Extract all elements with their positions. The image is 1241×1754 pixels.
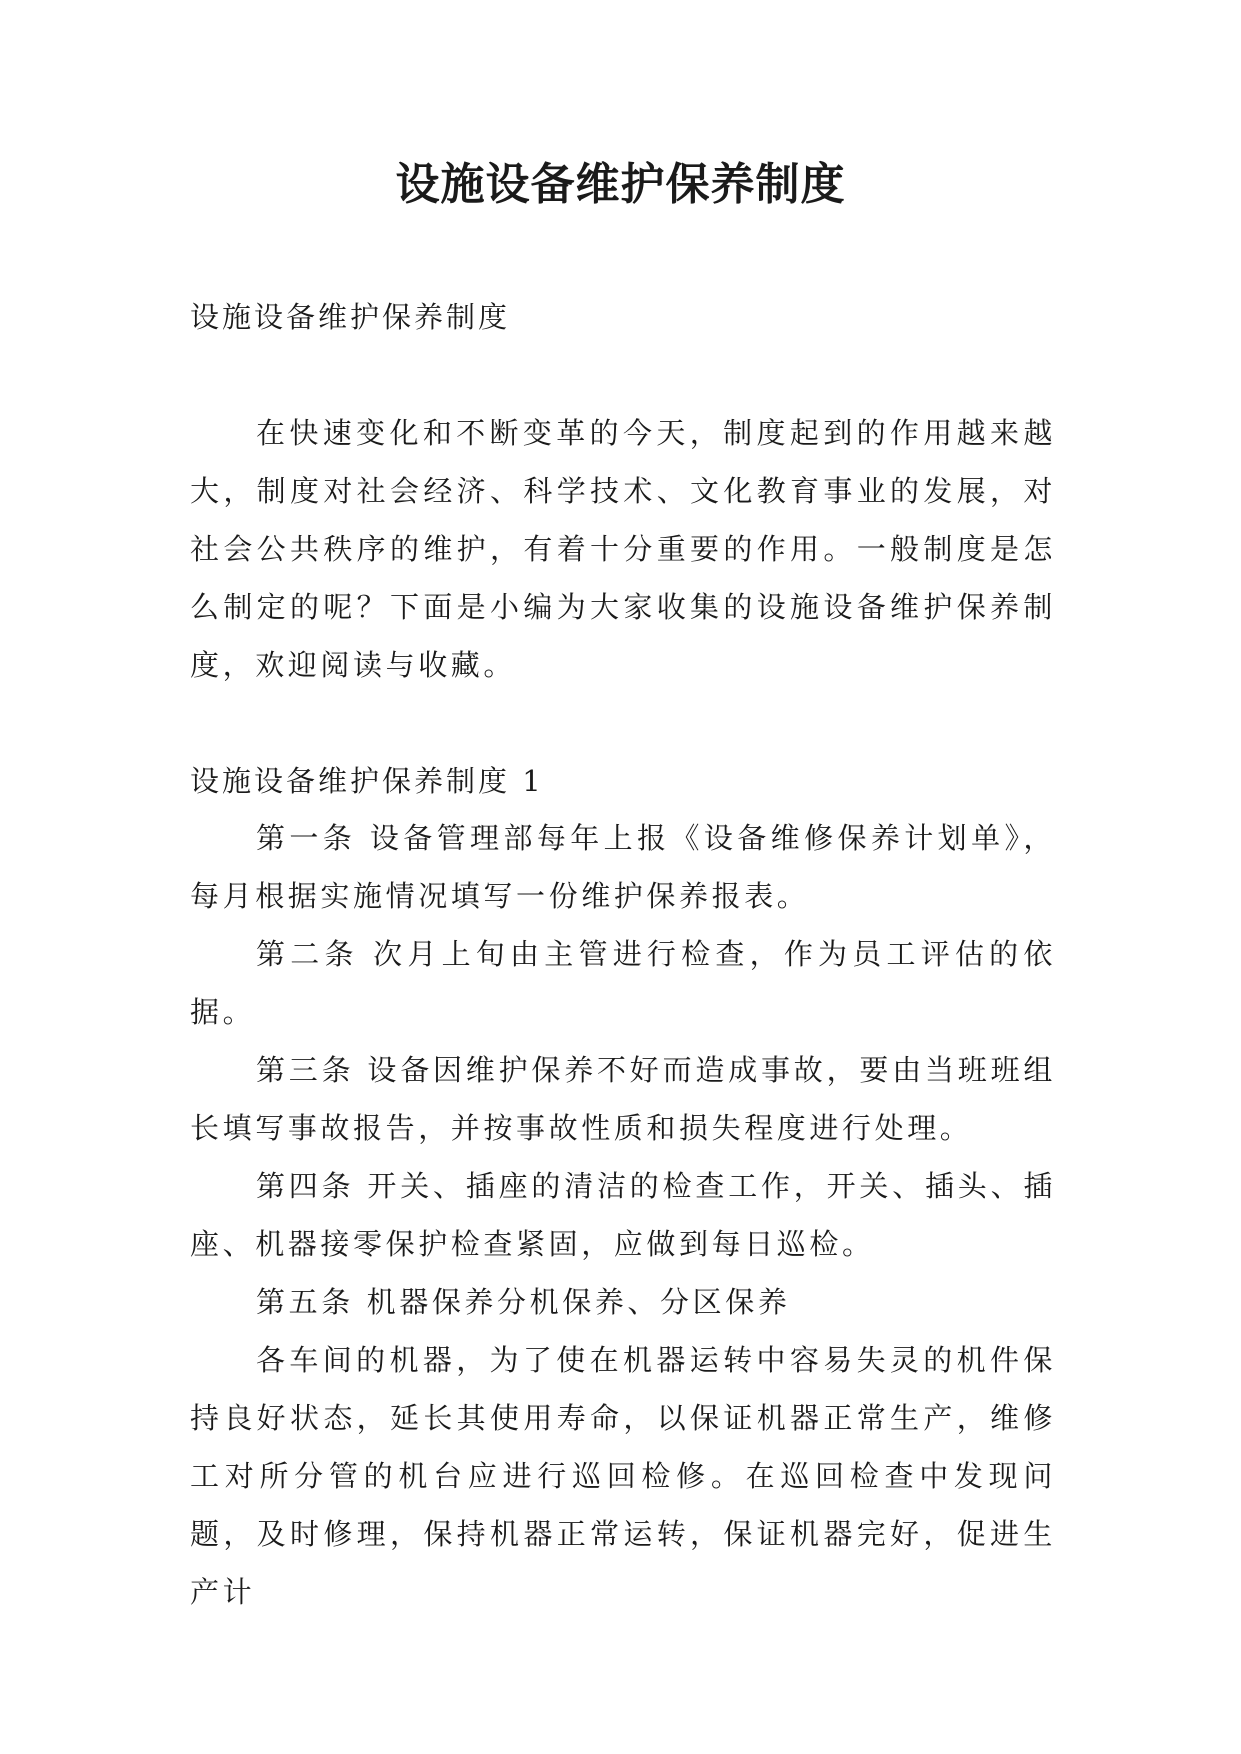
article-paragraph: 第二条 次月上旬由主管进行检查，作为员工评估的依据。 — [190, 937, 1056, 1029]
intro-paragraph: 在快速变化和不断变革的今天，制度起到的作用越来越大，制度对社会经济、科学技术、文化教育事业的发展，对社会公共秩序的维护，有着十分重要的作用。一般制度是怎么制定的呢？下面是小编为大家收集的设施设备维护保养制度，欢迎阅读与收藏。 — [190, 416, 1056, 682]
document-subtitle: 设施设备维护保养制度 — [190, 300, 511, 334]
document-title: 设施设备维护保养制度 — [395, 159, 846, 210]
article-paragraph: 第三条 设备因维护保养不好而造成事故，要由当班班组长填写事故报告，并按事故性质和损失程度进行处理。 — [190, 1053, 1056, 1145]
article-paragraph: 第四条 开关、插座的清洁的检查工作，开关、插头、插座、机器接零保护检查紧固，应做到每日巡检。 — [190, 1169, 1056, 1261]
article-list — [190, 809, 1056, 1621]
article-paragraph: 各车间的机器，为了使在机器运转中容易失灵的机件保持良好状态，延长其使用寿命，以保证机器正常生产，维修工对所分管的机台应进行巡回检修。在巡回检查中发现问题，及时修理，保持机器正常运转，保证机器完好，促进生产计 — [190, 1343, 1056, 1609]
article-paragraph: 第一条 设备管理部每年上报《设备维修保养计划单》，每月根据实施情况填写一份维护保养报表。 — [190, 821, 1056, 913]
section-heading: 设施设备维护保养制度 1 — [190, 764, 544, 798]
article-paragraph: 第五条 机器保养分机保养、分区保养 — [256, 1285, 791, 1319]
